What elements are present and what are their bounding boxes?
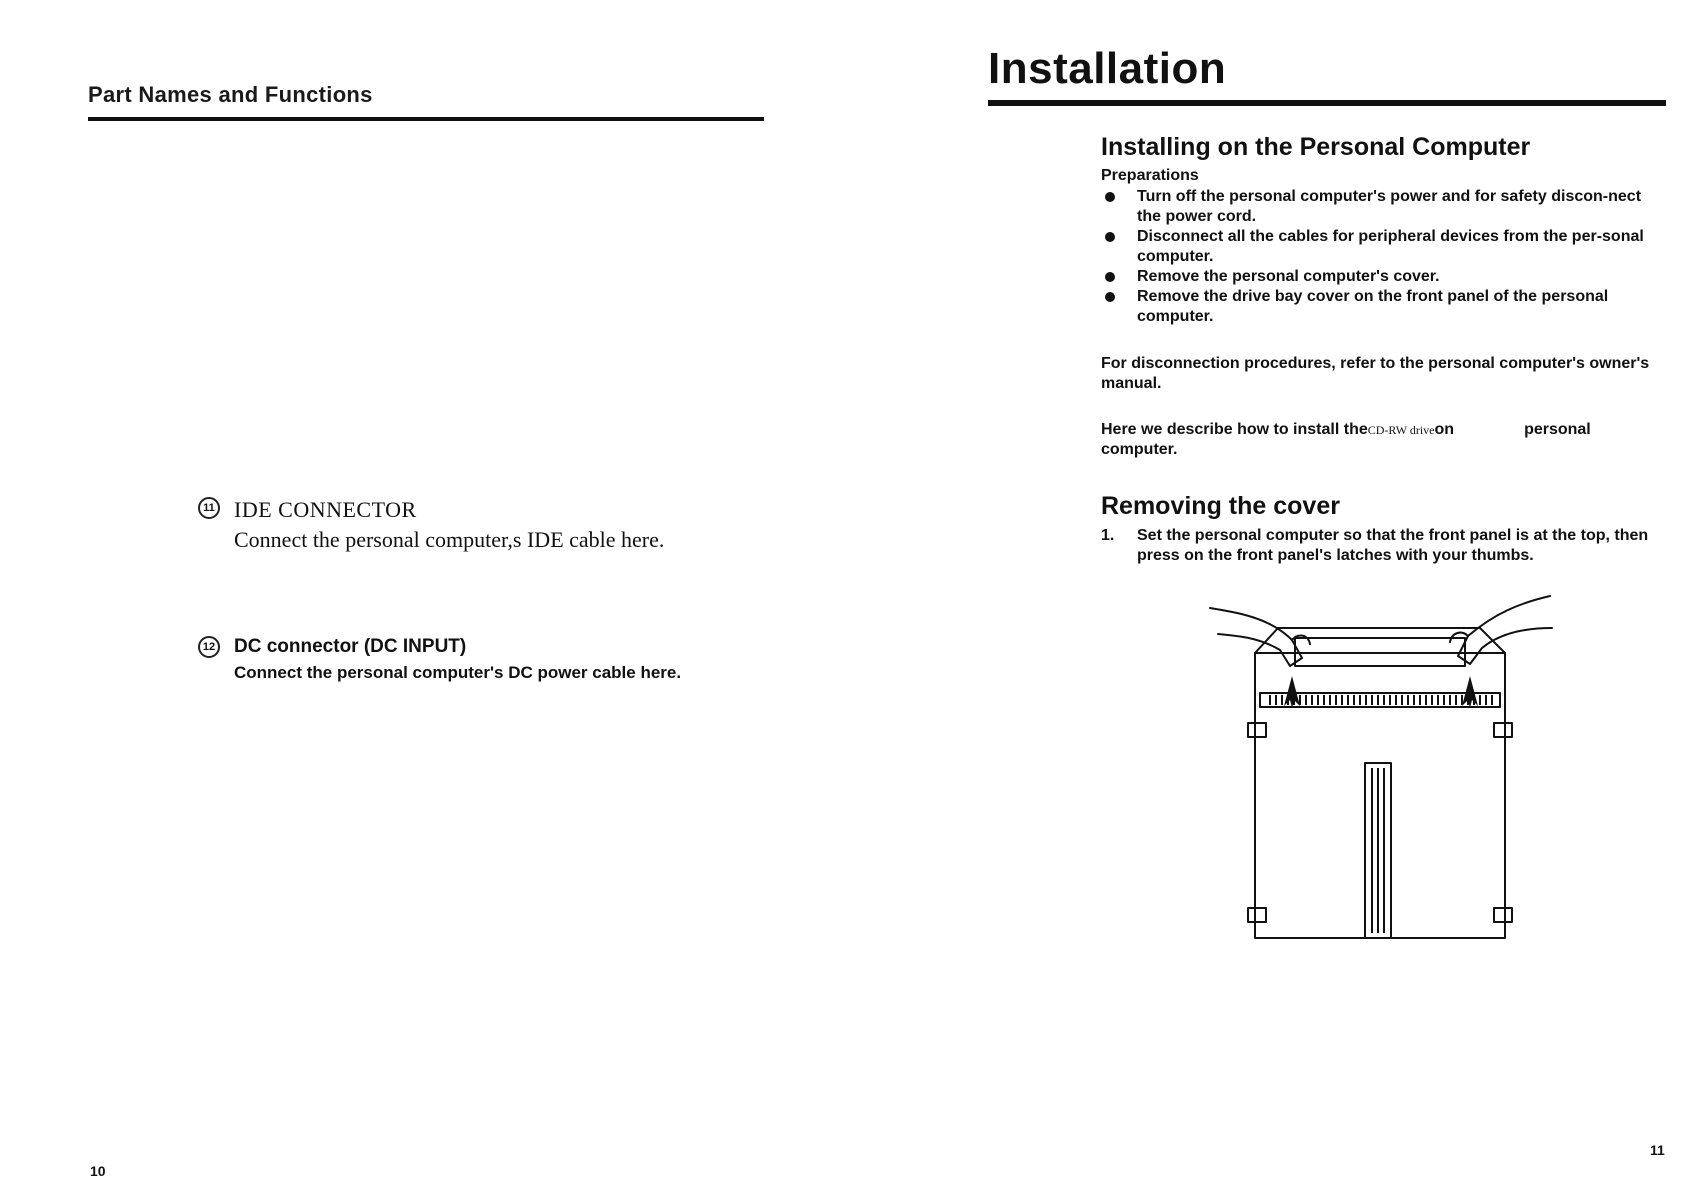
bullet-icon bbox=[1105, 292, 1115, 302]
install-description bbox=[1101, 420, 1669, 460]
item-number-badge: 11 bbox=[198, 497, 220, 519]
list-item-text: Remove the drive bay cover on the front panel of the personal computer. bbox=[1137, 288, 1609, 325]
list-item bbox=[1101, 227, 1669, 267]
step-number: 1. bbox=[1101, 527, 1115, 544]
part-title: DC connector (DC INPUT) bbox=[234, 636, 467, 657]
part-description: Connect the personal computer's DC power cable here. bbox=[234, 663, 682, 682]
title-rule bbox=[988, 100, 1666, 106]
cover-removal-illustration bbox=[1200, 588, 1560, 948]
header-rule bbox=[88, 117, 764, 121]
list-item bbox=[1101, 267, 1669, 287]
disconnection-note: For disconnection procedures, refer to the personal computer's owner's manual. bbox=[1101, 355, 1650, 392]
section-title: Part Names and Functions bbox=[88, 82, 373, 107]
item-number-badge: 12 bbox=[198, 636, 220, 658]
description-text: Here we describe how to install the bbox=[1101, 421, 1368, 438]
section-heading: Installing on the Personal Computer bbox=[1101, 133, 1531, 161]
step-text: Set the personal computer so that the front panel is at the top, then press on the front panel's latches with your thumbs. bbox=[1137, 527, 1649, 564]
part-title: IDE CONNECTOR bbox=[234, 497, 417, 522]
description-text: on bbox=[1434, 421, 1455, 438]
list-item-text: Turn off the personal computer's power and for safety discon-nect the power cord. bbox=[1137, 188, 1642, 225]
description-text: personal computer. bbox=[1101, 421, 1591, 458]
list-item bbox=[1101, 287, 1669, 327]
bullet-icon bbox=[1105, 232, 1115, 242]
step-item bbox=[1101, 526, 1669, 566]
bullet-icon bbox=[1105, 272, 1115, 282]
section-heading: Removing the cover bbox=[1101, 492, 1340, 520]
bullet-icon bbox=[1105, 192, 1115, 202]
list-item-text: Disconnect all the cables for peripheral devices from the per-sonal computer. bbox=[1137, 228, 1644, 265]
page-number: 11 bbox=[1650, 1142, 1665, 1158]
preparations-label: Preparations bbox=[1101, 167, 1199, 184]
device-name: CD-RW drive bbox=[1367, 423, 1435, 437]
list-item-text: Remove the personal computer's cover. bbox=[1137, 268, 1440, 285]
preparations-list bbox=[1101, 187, 1669, 327]
steps-list bbox=[1101, 526, 1669, 566]
page-title: Installation bbox=[988, 44, 1227, 93]
page-number: 10 bbox=[90, 1163, 106, 1179]
part-description: Connect the personal computer,s IDE cable here. bbox=[234, 527, 665, 552]
list-item bbox=[1101, 187, 1669, 227]
